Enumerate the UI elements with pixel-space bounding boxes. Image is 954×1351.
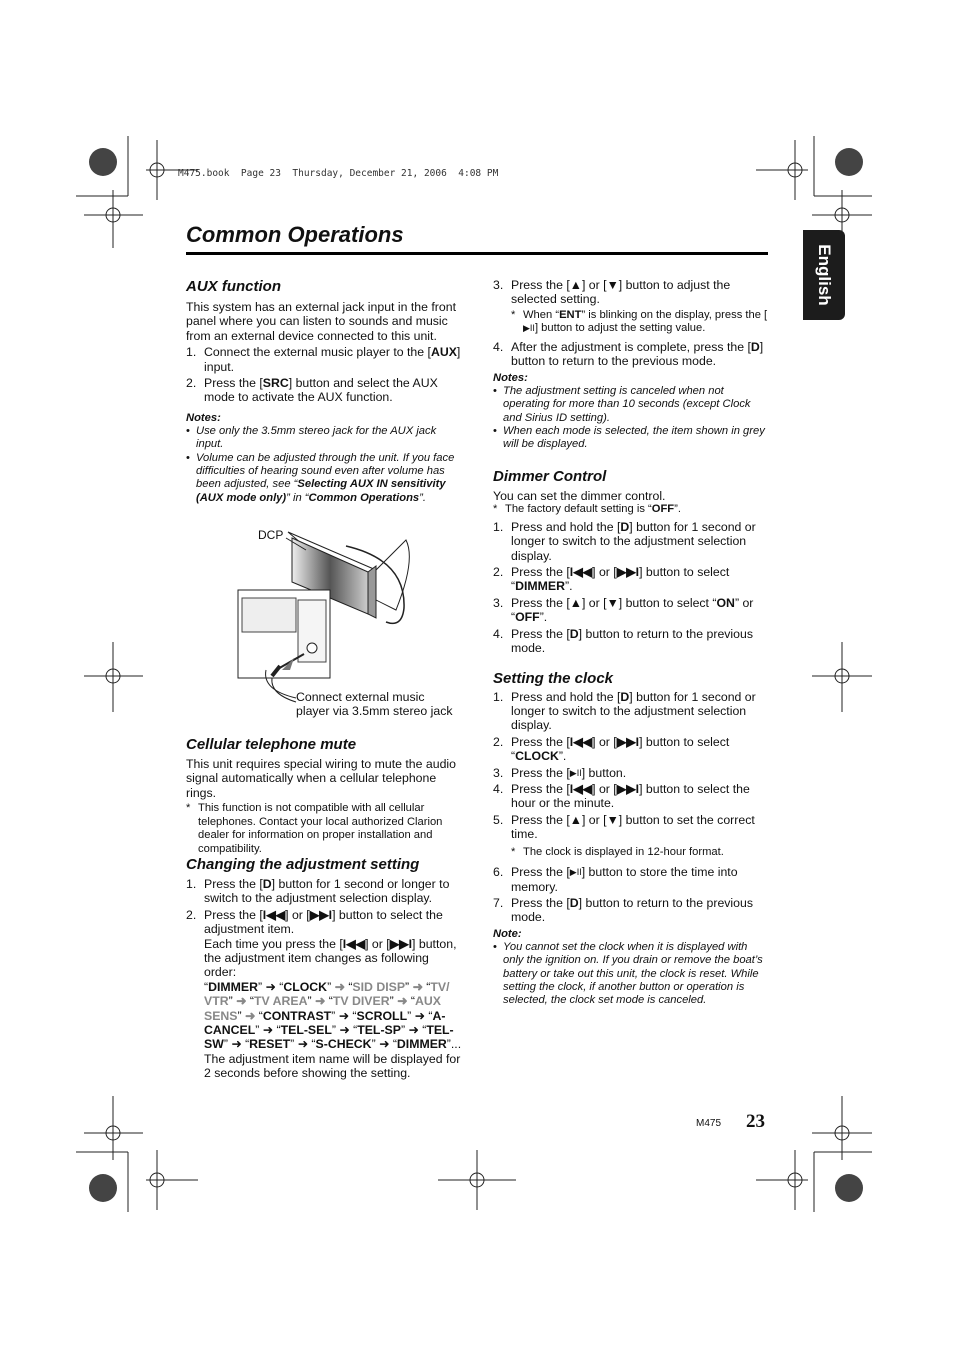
play-pause-ent-icon: ▶II: [523, 322, 535, 333]
order-arrow: ➜: [265, 979, 276, 994]
language-tab-label: English: [815, 244, 834, 306]
order-arrow: ➜: [262, 1023, 274, 1038]
aux-intro: This system has an external jack input in the front panel where you can listen to sounds and music from an external device connected to this unit.: [186, 300, 456, 343]
aux-steps: [186, 345, 462, 405]
order-arrow: ➜: [414, 1008, 425, 1023]
clock-step: 4. Press the [I◀◀] or [▶▶I] button to select the hour or the minute.: [493, 781, 750, 811]
order-quote: “: [249, 994, 254, 1009]
clock-step: 1. Press and hold the [D] button for 1 second or longer to switch to the adjustment selection display.: [493, 689, 756, 733]
dimmer-step: 2. Press the [I◀◀] or [▶▶I] button to select “DIMMER”.: [493, 565, 730, 594]
order-quote: “: [245, 1037, 250, 1052]
adjust-step-detail: Each time you press the [I◀◀] or [▶▶I] button, the adjustment item changes as following order:: [204, 936, 457, 980]
cell-section: [186, 736, 462, 857]
order-item: TEL-SW: [204, 1023, 454, 1052]
adjust-note: • The adjustment setting is canceled when not operating for more than 10 seconds (except Clock and Sirius ID setting).: [493, 384, 751, 424]
adjust-note: • When each mode is selected, the item shown in grey will be displayed.: [493, 425, 765, 451]
order-quote: “: [204, 979, 209, 994]
cell-intro: This unit requires special wiring to mute the audio signal automatically when a cellular telephone rings.: [186, 757, 456, 800]
order-arrow: ➜: [412, 979, 423, 994]
figure-caption-line: player via 3.5mm stereo jack: [296, 704, 453, 719]
order-quote: “: [428, 1008, 433, 1023]
cell-heading: Cellular telephone mute: [186, 736, 357, 753]
right-column: [493, 278, 769, 1008]
order-arrow: ➜: [315, 994, 326, 1009]
adjust-heading: Changing the adjustment setting: [186, 856, 420, 873]
left-column: [186, 278, 462, 505]
clock-step: 5. Press the [▲] or [▼] button to set the correct time. * The clock is displayed in 12-hour format.: [493, 813, 769, 859]
order-arrow: ➜: [379, 1037, 390, 1052]
order-arrow: ➜: [408, 1023, 419, 1038]
dimmer-heading: Dimmer Control: [493, 467, 607, 485]
figure-caption-line: Connect external music: [296, 690, 425, 704]
order-arrow: ➜: [338, 1008, 349, 1023]
title-divider: [186, 252, 768, 255]
order-quote: “: [426, 979, 431, 994]
order-item: TEL-SP: [357, 1023, 401, 1038]
order-quote: “: [276, 1023, 281, 1038]
order-quote: “: [352, 1008, 357, 1023]
adjust-section: [186, 856, 462, 1083]
clock-step: 7. Press the [D] button to return to the previous mode.: [493, 895, 753, 925]
order-quote: “: [258, 1008, 263, 1023]
model-code: M475: [696, 1118, 722, 1129]
adjust-steps: [186, 877, 462, 1081]
dimmer-steps: [493, 520, 769, 656]
play-pause-ent-icon: ▶II: [569, 867, 582, 878]
order-item: S-CHECK: [315, 1037, 372, 1052]
print-header: M475.book Page 23 Thursday, December 21, 2006 4:08 PM: [178, 168, 499, 179]
adjust-notes-label: Notes:: [493, 371, 528, 384]
order-item: SCROLL: [356, 1008, 408, 1023]
clock-note: • You cannot set the clock when it is displayed with only the ignition on. If you drain or remove the boat’s battery or take out this unit, the clock is reset. While setting the clock, if another button or operation is selected, the clock set mode is canceled.: [493, 940, 763, 1007]
aux-step: 1. Connect the external music player to the [AUX] input.: [186, 345, 461, 374]
dimmer-intro: You can set the dimmer control.: [493, 488, 666, 503]
figure-caption: [296, 690, 466, 719]
clock-step: 6. Press the [▶II] button to store the time into memory.: [493, 865, 738, 894]
order-quote: “: [392, 1037, 397, 1052]
order-quote: “: [410, 994, 415, 1009]
aux-note: • Use only the 3.5mm stereo jack for the AUX jack input.: [186, 424, 437, 451]
order-arrow: ➜: [397, 994, 408, 1009]
clock-steps: [493, 690, 769, 925]
page-title: Common Operations: [186, 222, 404, 247]
order-item: SID DISP: [352, 979, 406, 994]
clock-step: 2. Press the [I◀◀] or [▶▶I] button to select “CLOCK”.: [493, 734, 730, 764]
adjust-item-order: “DIMMER” ➜ “CLOCK” ➜ “SID DISP” ➜ “TV/ VTR” ➜ “TV AREA” ➜ “TV DIVER” ➜ “AUX SENS” ➜ “CONTRAST” ➜ “SCROLL” ➜ “A-CANCEL” ➜ “TEL-SEL” ➜ “TEL-SP” ➜ “TEL-SW” ➜ “RESET” ➜ “S-CHECK” ➜ “DIMMER”...: [204, 979, 462, 1052]
order-item: DIMMER: [396, 1037, 447, 1052]
cell-note: * This function is not compatible with all cellular telephones. Contact your local authorized Clarion dealer for information on proper installation and compatibility.: [186, 802, 443, 855]
order-quote: “: [348, 979, 353, 994]
dcp-label: DCP: [258, 528, 284, 542]
aux-notes-label: Notes:: [186, 411, 221, 424]
order-quote: “: [279, 979, 284, 994]
dimmer-step: 1. Press and hold the [D] button for 1 second or longer to switch to the adjustment selection display.: [493, 519, 756, 563]
order-arrow: ➜: [334, 979, 345, 994]
clock-heading: Setting the clock: [493, 669, 614, 687]
order-item: A-CANCEL: [204, 1008, 446, 1038]
adjust-step-after: The adjustment item name will be displayed for 2 seconds before showing the setting.: [204, 1051, 461, 1081]
adjust-step: 2. Press the [I◀◀] or [▶▶I] button to select the adjustment item. Each time you press the [I◀◀] or [▶▶I] button, the adjustment item changes as following order: “DIMMER” ➜ “CLOCK” ➜ “SID DISP” ➜ “TV/ VTR” ➜ “TV AREA” ➜ “TV DIVER” ➜ “AUX SENS” ➜ “CONTRAST” ➜ “SCROLL” ➜ “A-CANCEL” ➜ “TEL-SEL” ➜ “TEL-SP” ➜ “TEL-SW” ➜ “RESET” ➜ “S-CHECK” ➜ “DIMMER”... The adjustment item name will be displayed for 2 seconds before showing the setting.: [186, 907, 462, 1081]
order-arrow: ➜: [245, 1008, 256, 1023]
order-end: ”...: [446, 1037, 462, 1052]
order-arrow: ➜: [231, 1037, 242, 1052]
dimmer-step: 3. Press the [▲] or [▼] button to select “ON” or “OFF”.: [493, 595, 754, 625]
clock-format-note: * The clock is displayed in 12-hour format.: [511, 845, 724, 858]
order-item: AUX SENS: [204, 994, 441, 1023]
language-tab: [803, 230, 845, 320]
adjust-step: 1. Press the [D] button for 1 second or longer to switch to the adjustment selection display.: [186, 877, 450, 906]
order-item: TV DIVER: [332, 994, 390, 1009]
dimmer-step: 4. Press the [D] button to return to the previous mode.: [493, 626, 753, 656]
order-item: CONTRAST: [262, 1008, 332, 1023]
order-quote: “: [311, 1037, 316, 1052]
order-arrow: ➜: [339, 1023, 350, 1038]
adjust-step: 3. Press the [▲] or [▼] button to adjust the selected setting. * When “ENT” is blinking on the display, press the [▶II] button to adjust the setting value.: [493, 278, 768, 335]
adjust-step: 4. After the adjustment is complete, press the [D] button to return to the previous mode.: [493, 340, 764, 369]
order-item: TV AREA: [253, 994, 308, 1009]
clock-step: 3. Press the [▶II] button.: [493, 765, 627, 780]
order-item: DIMMER: [208, 979, 258, 994]
order-item: TV/ VTR: [204, 979, 450, 1009]
adjust-steps-cont: [493, 278, 769, 369]
order-quote: “: [328, 994, 333, 1009]
order-arrow: ➜: [236, 994, 247, 1009]
order-quote: “: [353, 1023, 358, 1038]
order-item: TEL-SEL: [280, 1023, 332, 1038]
clock-note-label: Note:: [493, 927, 522, 940]
aux-heading: AUX function: [186, 278, 281, 295]
page-number: 23: [746, 1111, 765, 1132]
order-item: RESET: [249, 1037, 291, 1052]
dimmer-default-note: * The factory default setting is “OFF”.: [493, 503, 681, 516]
aux-note: • Volume can be adjusted through the unit. If you face difficulties of hearing sound even after volume has been adjusted, see “Selecting AUX IN sensitivity (AUX mode only)” in “Common Operations”.: [186, 451, 455, 504]
adjust-step-note: * When “ENT” is blinking on the display, press the [▶II] button to adjust the setting value.: [511, 308, 768, 335]
order-quote: “: [422, 1023, 427, 1038]
play-pause-ent-icon: ▶II: [569, 767, 582, 778]
order-item: CLOCK: [283, 979, 328, 994]
aux-step: 2. Press the [SRC] button and select the AUX mode to activate the AUX function.: [186, 376, 438, 405]
order-arrow: ➜: [297, 1037, 308, 1052]
